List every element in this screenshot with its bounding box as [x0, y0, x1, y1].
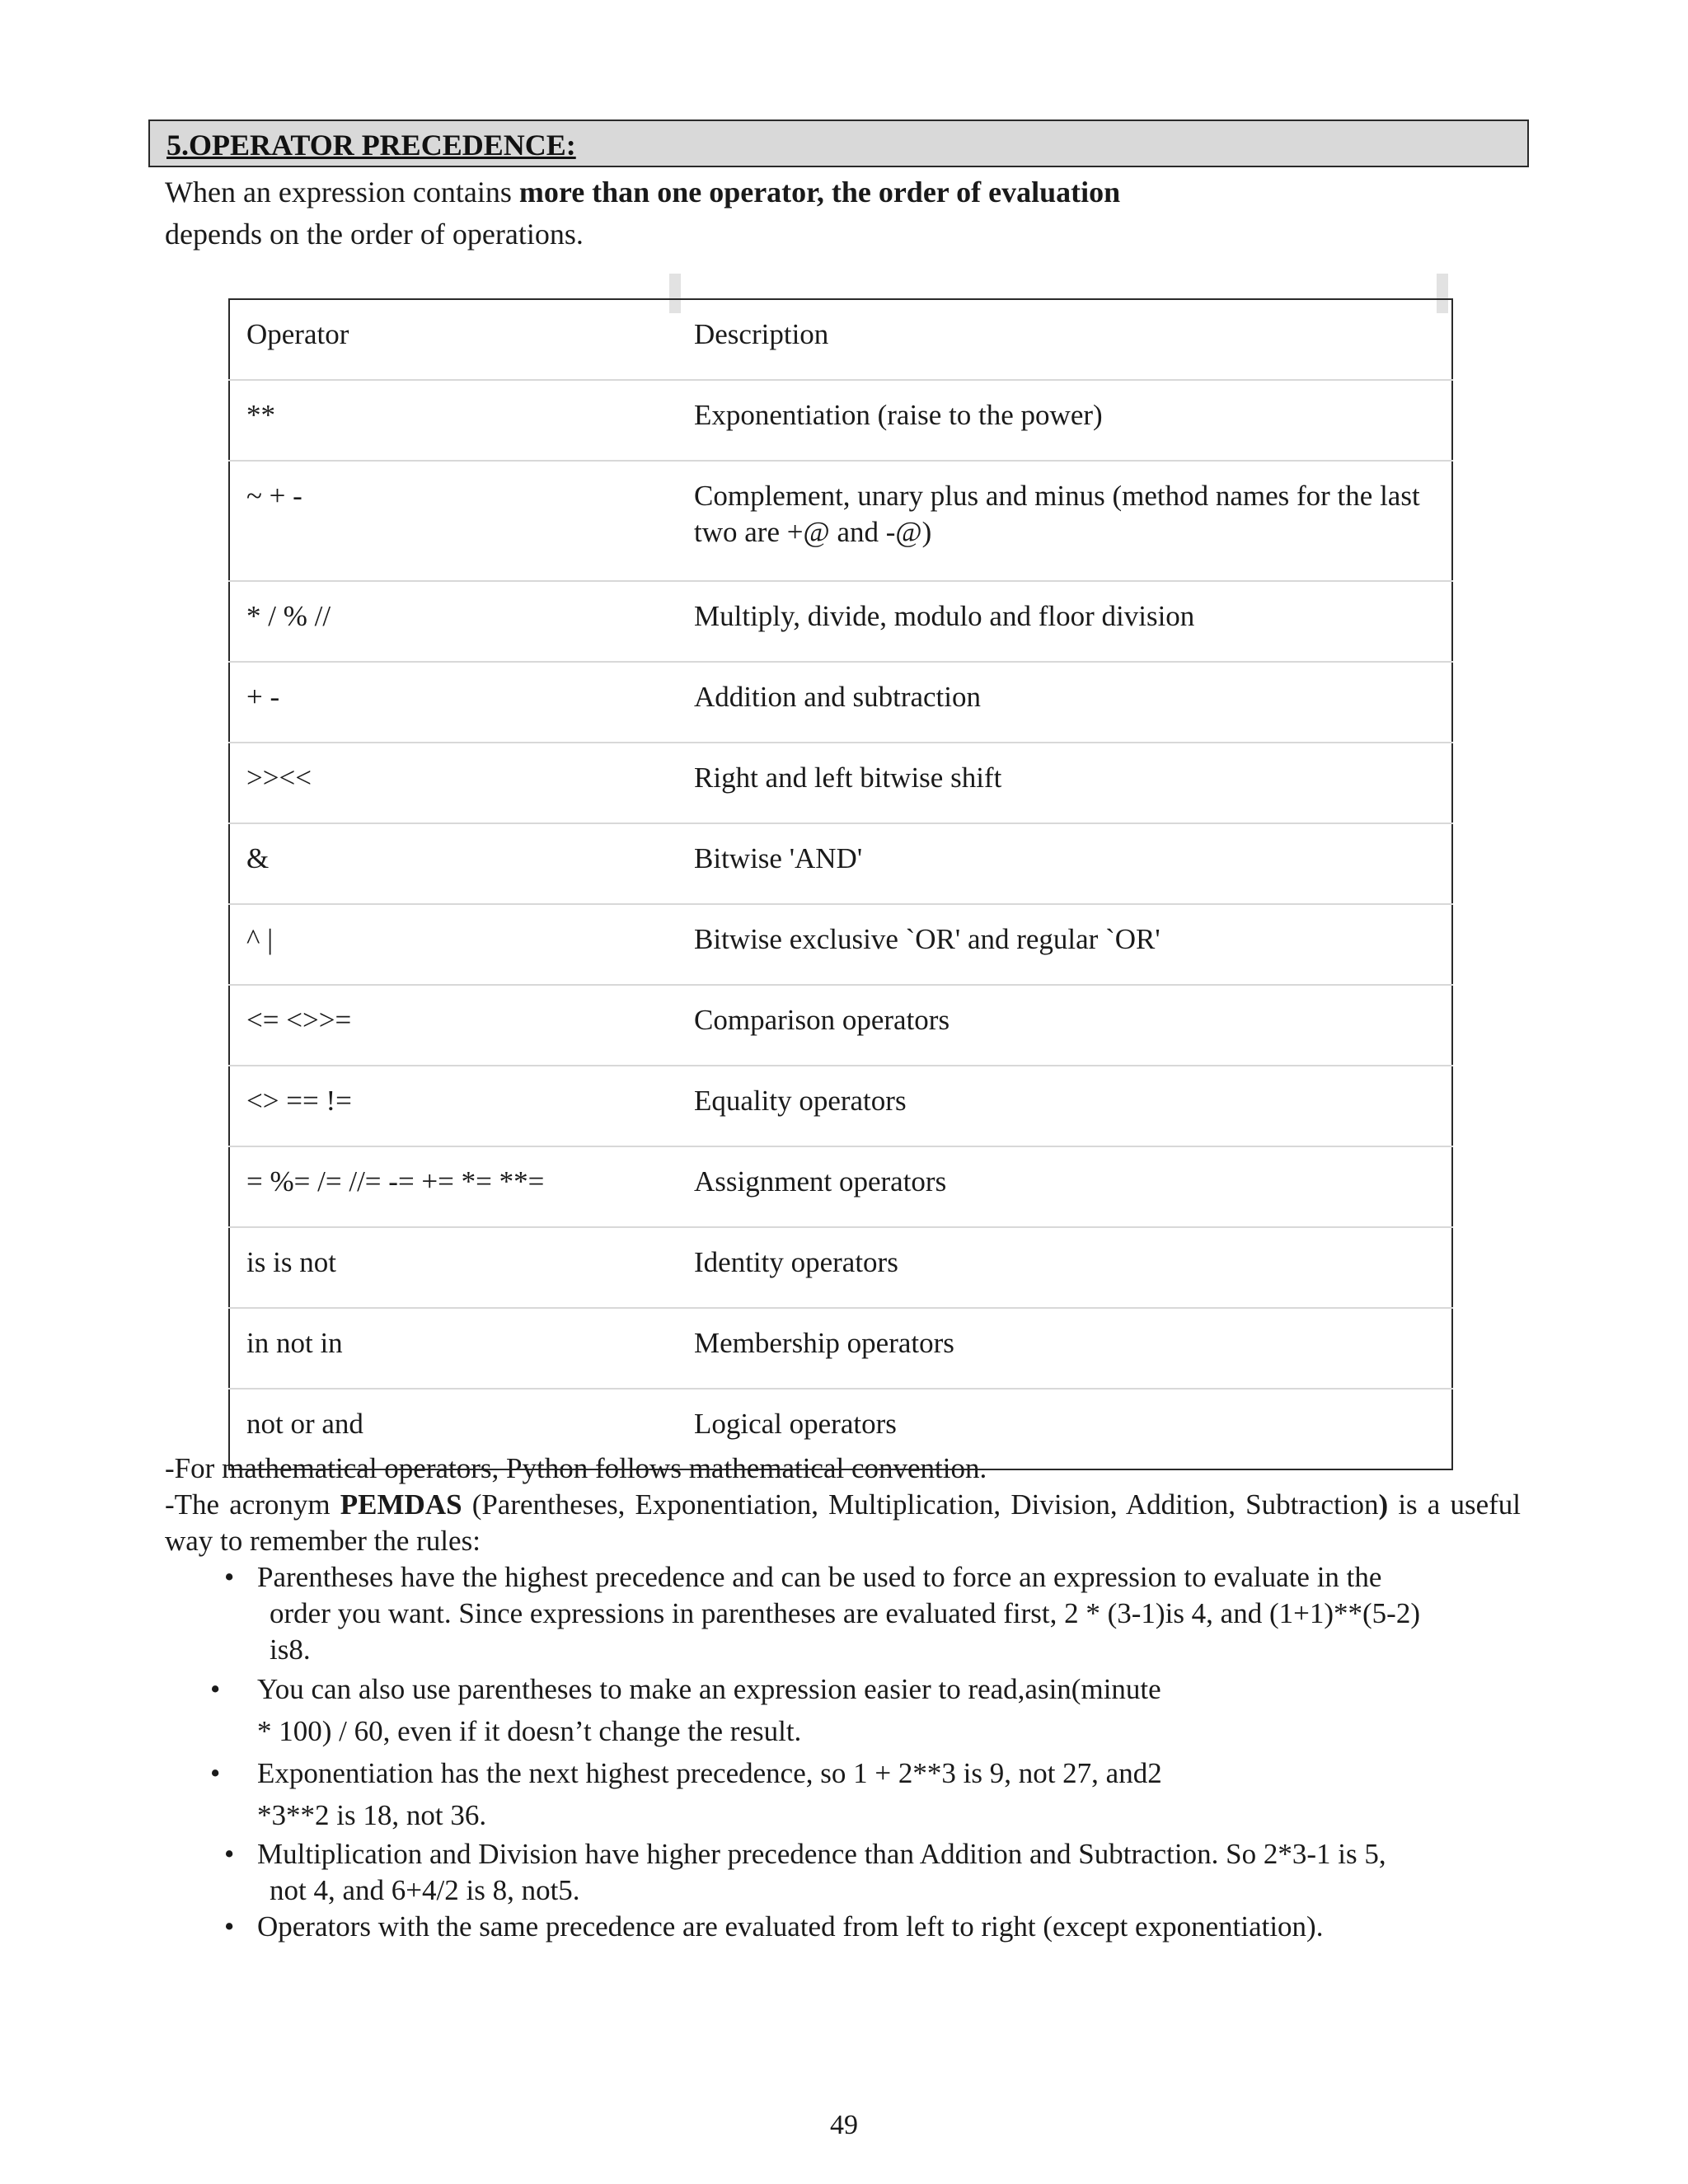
operator-cell: &	[229, 823, 669, 904]
table-row	[229, 904, 1452, 985]
list-item	[165, 1752, 1521, 1836]
pemdas-close-paren: )	[1378, 1488, 1389, 1521]
operator-cell: + -	[229, 662, 669, 743]
operator-cell: not or and	[229, 1389, 669, 1469]
operator-cell: is is not	[229, 1227, 669, 1308]
pemdas-suffix: is a useful way to remember the rules:	[165, 1488, 1521, 1557]
table-row	[229, 985, 1452, 1066]
description-cell: Identity operators	[669, 1227, 1452, 1308]
list-item	[165, 1909, 1521, 1945]
list-item	[165, 1836, 1521, 1909]
page-number: 49	[830, 2110, 858, 2140]
bullet-text: is8.	[270, 1633, 311, 1666]
list-item	[165, 1559, 1521, 1668]
bullet-icon: •	[210, 1673, 221, 1705]
table-row	[229, 743, 1452, 823]
pemdas-acronym: PEMDAS	[340, 1488, 462, 1521]
table-row	[229, 662, 1452, 743]
table-row	[229, 1308, 1452, 1389]
precedence-notes	[165, 1451, 1521, 1945]
table-header-row	[229, 299, 1452, 380]
pemdas-prefix: -The acronym	[165, 1488, 340, 1521]
bullet-text: not 4, and 6+4/2 is 8, not5.	[270, 1874, 580, 1906]
table-row	[229, 823, 1452, 904]
section-heading-box	[148, 120, 1529, 167]
bullet-text: Parentheses have the highest precedence and can be used to force an expression to evaluate in the	[257, 1561, 1382, 1593]
operator-cell: ~ + -	[229, 461, 669, 581]
bullet-text: * 100) / 60, even if it doesn’t change the result.	[257, 1715, 802, 1747]
table-row	[229, 1227, 1452, 1308]
operator-cell: <= <>>=	[229, 985, 669, 1066]
description-cell: Membership operators	[669, 1308, 1452, 1389]
description-cell: Comparison operators	[669, 985, 1452, 1066]
bullet-icon: •	[224, 1910, 235, 1943]
description-cell: Complement, unary plus and minus (method names for the last two are +@ and -@)	[669, 461, 1452, 581]
rules-list	[165, 1559, 1521, 1945]
description-cell: Right and left bitwise shift	[669, 743, 1452, 823]
description-cell: Bitwise exclusive `OR' and regular `OR'	[669, 904, 1452, 985]
header-description: Description	[694, 318, 829, 350]
header-operator: Operator	[246, 318, 349, 350]
bullet-text: Exponentiation has the next highest precedence, so 1 + 2**3 is 9, not 27, and2	[257, 1757, 1162, 1789]
operator-cell: = %= /= //= -= += *= **=	[229, 1146, 669, 1227]
table-row	[229, 581, 1452, 662]
bullet-text: Operators with the same precedence are evaluated from left to right (except exponentiation).	[257, 1910, 1324, 1943]
operator-cell: <> == !=	[229, 1066, 669, 1146]
description-cell: Logical operators	[669, 1389, 1452, 1469]
operator-cell: ^ |	[229, 904, 669, 985]
operator-cell: >><<	[229, 743, 669, 823]
table-row	[229, 1146, 1452, 1227]
bullet-text: *3**2 is 18, not 36.	[257, 1799, 487, 1831]
bullet-text: Multiplication and Division have higher precedence than Addition and Subtraction. So 2*3-1 is 5,	[257, 1838, 1386, 1870]
list-item	[165, 1668, 1521, 1752]
table-row	[229, 1066, 1452, 1146]
intro-text: When an expression contains	[165, 176, 519, 209]
operator-cell: **	[229, 380, 669, 461]
section-heading: 5.OPERATOR PRECEDENCE:	[166, 129, 576, 162]
bullet-icon: •	[210, 1757, 221, 1789]
description-cell: Exponentiation (raise to the power)	[669, 380, 1452, 461]
description-cell: Addition and subtraction	[669, 662, 1452, 743]
operator-cell: * / % //	[229, 581, 669, 662]
intro-emphasis: more than one operator, the order of evaluation	[518, 176, 1121, 209]
pemdas-note	[165, 1487, 1521, 1559]
description-cell: Multiply, divide, modulo and floor division	[669, 581, 1452, 662]
bullet-icon: •	[224, 1838, 235, 1870]
bullet-icon: •	[224, 1561, 235, 1593]
description-cell: Assignment operators	[669, 1146, 1452, 1227]
operator-precedence-table	[228, 298, 1453, 1470]
table-row	[229, 461, 1452, 581]
intro-line-2: depends on the order of operations.	[165, 218, 584, 251]
intro-paragraph	[165, 171, 1525, 255]
bullet-text: You can also use parentheses to make an expression easier to read,asin(minute	[257, 1673, 1161, 1705]
description-cell: Equality operators	[669, 1066, 1452, 1146]
description-cell: Bitwise 'AND'	[669, 823, 1452, 904]
bullet-text: order you want. Since expressions in parentheses are evaluated first, 2 * (3-1)is 4, and (1+1)**(5-2)	[270, 1597, 1420, 1629]
operator-cell: in not in	[229, 1308, 669, 1389]
math-convention-note: -For mathematical operators, Python follows mathematical convention.	[165, 1452, 987, 1484]
pemdas-expansion: (Parentheses, Exponentiation, Multiplication, Division, Addition, Subtraction	[462, 1488, 1379, 1521]
intro-line-1	[165, 171, 1525, 213]
table-row	[229, 380, 1452, 461]
